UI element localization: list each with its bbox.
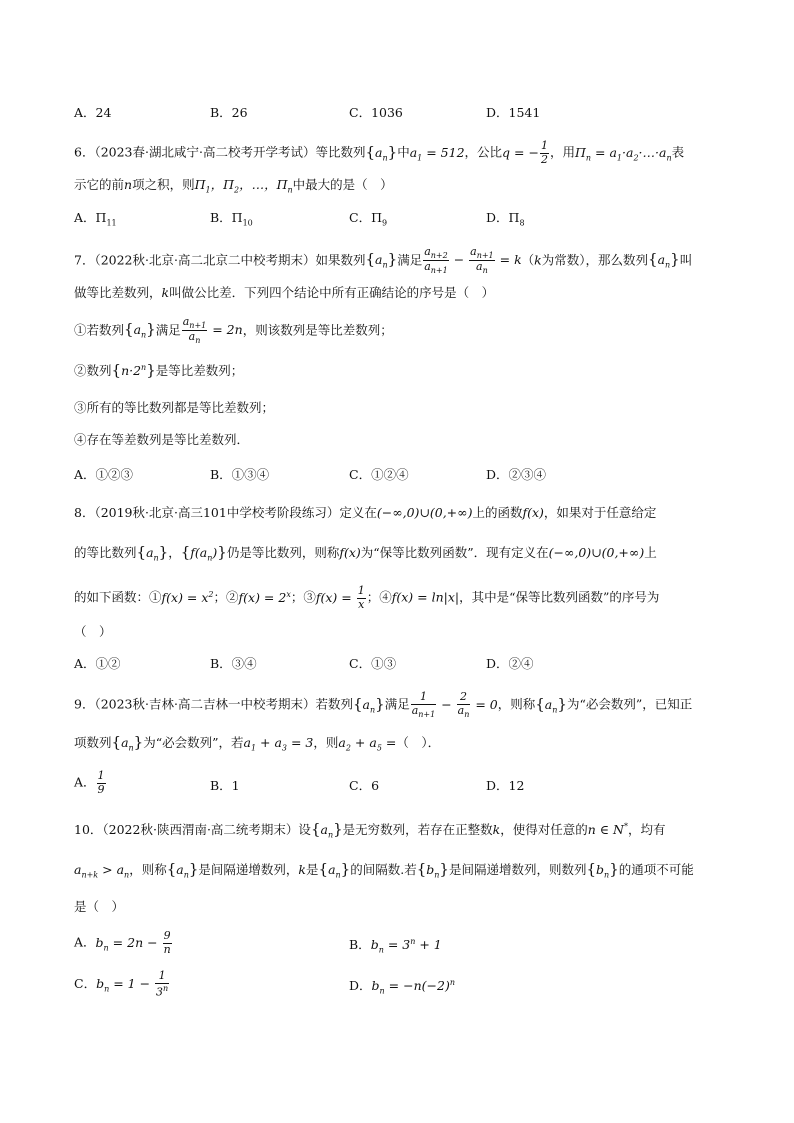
q7-stem-line1: 7．（2022秋·北京·高二北京二中校考期末）如果数列$\{a_n\}$满足 $\frac{a_{n+2}}{a_{n+1}}$ − $\frac{a_{n+1}}{a_n}$ = k（k为常数），那么数列$\{a_n\}$叫: [74, 245, 693, 276]
q8-option-d: D．②④: [486, 656, 534, 671]
q6-option-c: C．$\Pi_9$: [349, 210, 388, 228]
q5-option-d: D．1541: [486, 105, 541, 120]
q9-option-c: C．6: [349, 778, 380, 793]
q7-statement-3: ③所有的等比数列都是等比差数列；: [74, 400, 275, 415]
q10-stem-line2: $a_{n+k} > a_n$，则称$\{a_n\}$是间隔递增数列，k是$\{a_n\}$的间隔数.若$\{b_n\}$是间隔递增数列，则数列$\{b_n\}$的通项不可能: [74, 860, 694, 880]
q6-stem-line2: 示它的前n项之积，则$\Pi_1$，$\Pi_2$，…，$\Pi_n$中最大的是（ ）: [74, 177, 393, 195]
q8-stem-line2: 的等比数列$\{a_n\}$，$\{f(a_n)\}$仍是等比数列，则称f(x)为“保等比数列函数”．现有定义在(−∞,0)∪(0,+∞)上: [74, 543, 657, 563]
q7-statement-2: ②数列$\{n\cdot 2^n\}$是等比差数列；: [74, 361, 244, 379]
q7-option-d: D．②③④: [486, 467, 547, 482]
q5-option-a: A．24: [74, 105, 112, 120]
math-condition: $\frac{a_{n+2}}{a_{n+1}}$ − $\frac{a_{n+1}}{a_n}$ = k: [424, 245, 522, 276]
q6-option-b: B．$\Pi_{10}$: [210, 210, 253, 228]
q10-option-a: A．$b_n = 2n$ − $\frac{9}{n}$: [74, 929, 171, 956]
q7-stem-line2: 做等比差数列，k叫做公比差．下列四个结论中所有正确结论的序号是（ ）: [74, 285, 495, 300]
q6-option-a: A．$\Pi_{11}$: [74, 210, 117, 228]
q10-option-c: C．$b_n = 1$ − $\frac{1}{3^n}$: [74, 969, 169, 999]
q10-stem-line3: 是（ ）: [74, 899, 125, 914]
math-product: $\Pi_n$ = $a_1\cdot a_2\cdot\dots\cdot a_n$: [574, 144, 672, 163]
q8-source: 8．（2019秋·北京·高三101中学校考阶段练习）: [74, 505, 340, 520]
q8-stem-line3: 的如下函数：①f(x) = $x^2$；②f(x) = $2^x$；③f(x) = $\frac{1}{x}$ ；④f(x) = ln|x|，其中是“保等比数列函数”的序号为: [74, 584, 660, 611]
q10-option-b: B．$b_n = 3^n + 1$: [349, 936, 442, 955]
q8-option-c: C．①③: [349, 656, 397, 671]
q7-source: 7．（2022秋·北京·高二北京二中校考期末）: [74, 252, 316, 268]
q6-stem-line1: 6．（2023春·湖北咸宁·高二校考开学考试）等比数列$\{a_n\}$中$a_1 = 512$，公比q = − $\frac{1}{2}$ ，用$\Pi_n$ = $a_1\cdot a_2\cdot\dots\cdot a_n$表: [74, 139, 685, 166]
q9-option-b: B．1: [210, 778, 240, 793]
q7-option-a: A．①②③: [74, 467, 134, 482]
q5-option-b: B．26: [210, 105, 248, 120]
q7-statement-1: ①若数列$\{a_n\}$满足 $\frac{a_{n+1}}{a_n}$ = 2n，则该数列是等比差数列；: [74, 315, 393, 346]
q8-stem-line1: 8．（2019秋·北京·高三101中学校考阶段练习）定义在(−∞,0)∪(0,+∞)上的函数f(x)，如果对于任意给定: [74, 505, 657, 520]
q9-option-a: A． $\frac{1}{9}$: [74, 769, 105, 796]
math-a1: $a_1 = 512$: [409, 144, 465, 163]
q5-option-c: C．1036: [349, 105, 403, 120]
q9-stem-line1: 9．（2023秋·吉林·高二吉林一中校考期末）若数列$\{a_n\}$满足 $\frac{1}{a_{n+1}}$ − $\frac{2}{a_n}$ = 0，则称$\{a_n\}$为“必会数列”，已知正: [74, 690, 693, 719]
q7-option-b: B．①③④: [210, 467, 270, 482]
q6-source: 6．（2023春·湖北咸宁·高二校考开学考试）: [74, 144, 316, 160]
math-products-list: $\Pi_1$，$\Pi_2$，…，$\Pi_n$: [194, 177, 293, 195]
q9-stem-line2: 项数列$\{a_n\}$为“必会数列”，若$a_1 + a_3 = 3$，则$a_2 + a_5$ =（ ）．: [74, 733, 441, 753]
q10-source: 10．（2022秋·陕西渭南·高二统考期末）: [74, 822, 299, 837]
q9-option-d: D．12: [486, 778, 525, 793]
math-sequence: $\{a_n\}$: [365, 142, 398, 163]
q9-source: 9．（2023秋·吉林·高二吉林一中校考期末）: [74, 696, 316, 712]
q7-option-c: C．①②④: [349, 467, 409, 482]
math-ratio: q = − $\frac{1}{2}$: [502, 139, 548, 166]
q7-statement-4: ④存在等差数列是等比差数列．: [74, 432, 250, 447]
q8-option-b: B．③④: [210, 656, 257, 671]
q10-option-d: D．$b_n = -n(-2)^n$: [349, 977, 455, 996]
q6-option-d: D．$\Pi_8$: [486, 210, 525, 228]
q10-stem-line1: 10．（2022秋·陕西渭南·高二统考期末）设$\{a_n\}$是无穷数列，若存在正整数k，使得对任意的n ∈ N*，均有: [74, 820, 666, 840]
q8-option-a: A．①②: [74, 656, 121, 671]
q8-stem-line4: （ ）: [74, 624, 112, 639]
